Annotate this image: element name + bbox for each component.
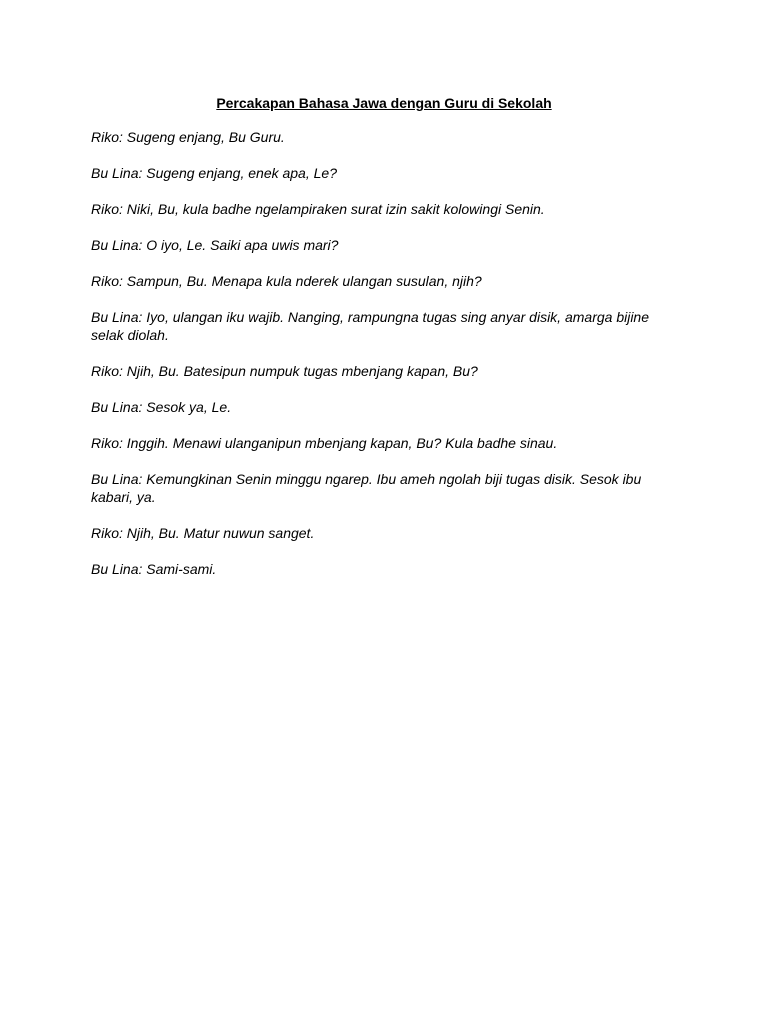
dialogue-line: Riko: Sugeng enjang, Bu Guru. <box>91 129 285 145</box>
dialogue-line: Bu Lina: Iyo, ulangan iku wajib. Nanging, rampungna tugas sing anyar disik, amarga bijine selak diolah. <box>91 309 650 343</box>
dialogue-line: Bu Lina: Sami-sami. <box>91 561 217 577</box>
dialogue-line: Riko: Njih, Bu. Matur nuwun sanget. <box>91 525 315 541</box>
dialogue-line: Bu Lina: Kemungkinan Senin minggu ngarep. Ibu ameh ngolah biji tugas disik. Sesok ibu kabari, ya. <box>91 471 642 505</box>
dialogue-line: Riko: Inggih. Menawi ulanganipun mbenjang kapan, Bu? Kula badhe sinau. <box>91 435 558 451</box>
dialogue-line: Bu Lina: Sesok ya, Le. <box>91 399 232 415</box>
document-title: Percakapan Bahasa Jawa dengan Guru di Sekolah <box>216 95 552 111</box>
dialogue-line: Bu Lina: O iyo, Le. Saiki apa uwis mari? <box>91 237 339 253</box>
dialogue-line: Riko: Njih, Bu. Batesipun numpuk tugas mbenjang kapan, Bu? <box>91 363 478 379</box>
dialogue-line: Riko: Sampun, Bu. Menapa kula nderek ulangan susulan, njih? <box>91 273 482 289</box>
dialogue-line: Bu Lina: Sugeng enjang, enek apa, Le? <box>91 165 337 181</box>
dialogue-line: Riko: Niki, Bu, kula badhe ngelampiraken surat izin sakit kolowingi Senin. <box>91 201 545 217</box>
dialogue <box>91 128 681 596</box>
